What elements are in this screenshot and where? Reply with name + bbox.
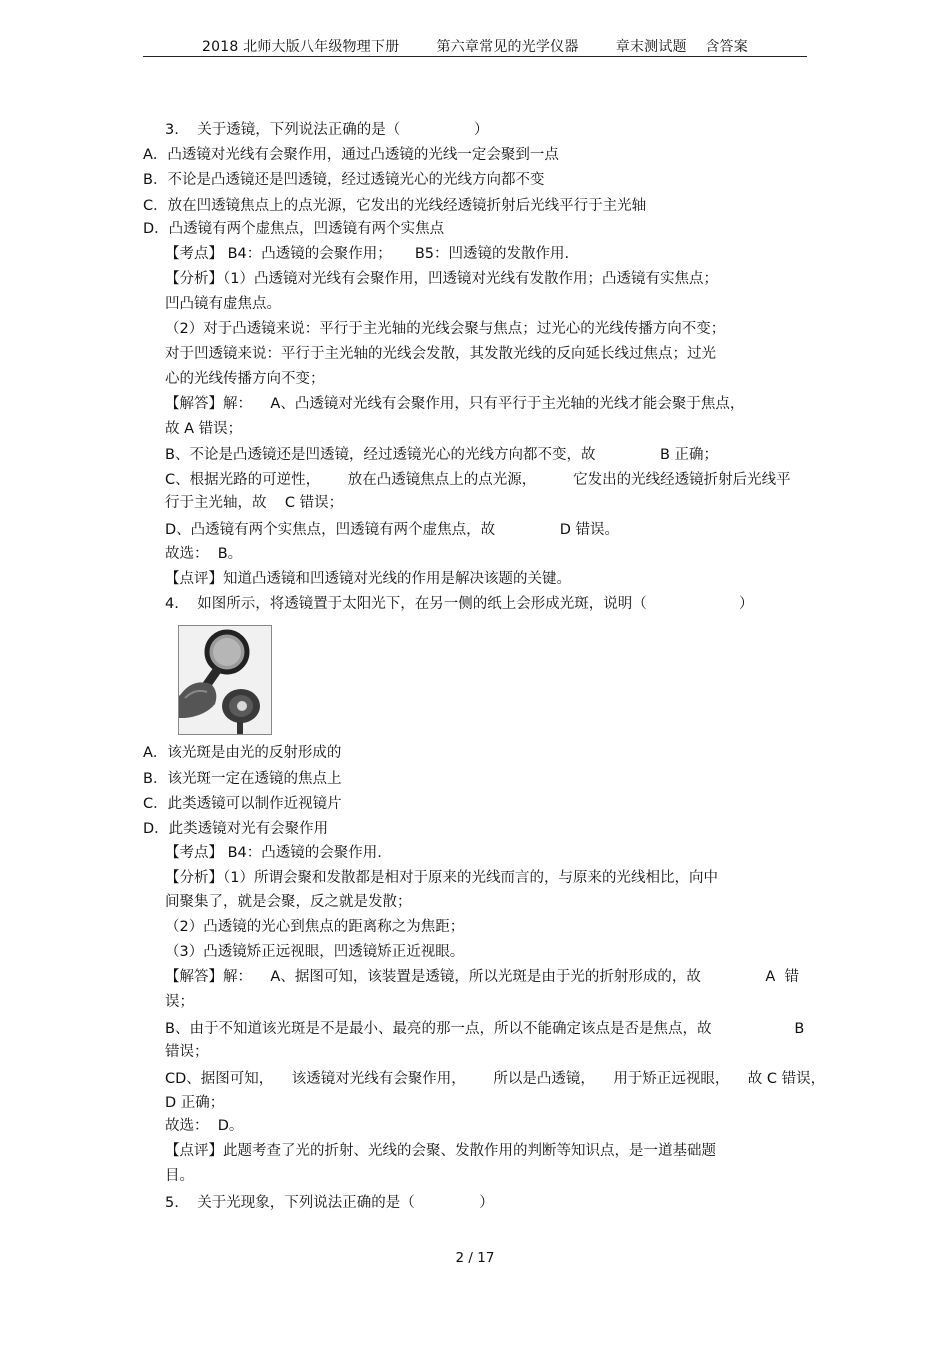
magnifier-sunlight-figure	[178, 625, 272, 735]
header-rule	[143, 56, 807, 57]
q4-option-d: D．此类透镜对光有会聚作用	[143, 821, 329, 837]
q4-jieda-line: D 正确；	[165, 1095, 225, 1111]
q4-fenxi-line: 间聚集了，就是会聚，反之就是发散；	[165, 894, 412, 910]
q3-option-c: C．放在凹透镜焦点上的点光源，它发出的光线经透镜折射后光线平行于主光轴	[143, 198, 647, 214]
q3-option-d: D．凸透镜有两个虚焦点，凹透镜有两个实焦点	[143, 221, 445, 237]
q3-jieda-line: B、不论是凸透镜还是凹透镜，经过透镜光心的光线方向都不变，故 B 正确；	[165, 447, 719, 463]
q3-dianping: 【点评】知道凸透镜和凹透镜对光线的作用是解决该题的关键。	[165, 571, 571, 587]
page-number: 2 / 17	[455, 1250, 495, 1266]
q5-stem: 5. 关于光现象，下列说法正确的是（ ）	[165, 1195, 494, 1211]
q4-jieda-line: B、由于不知道该光斑是不是最小、最亮的那一点，所以不能确定该点是否是焦点，故 B	[165, 1021, 805, 1037]
q4-fenxi-line: 【分析】（1）所谓会聚和发散都是相对于原来的光线而言的，与原来的光线相比，向中	[165, 870, 718, 886]
q4-dianping: 【点评】此题考查了光的折射、光线的会聚、发散作用的判断等知识点，是一道基础题	[165, 1143, 716, 1159]
page-header: 2018 北师大版八年级物理下册 第六章常见的光学仪器 章末测试题 含答案	[202, 39, 748, 55]
q3-fenxi-line: 【分析】（1）凸透镜对光线有会聚作用，凹透镜对光线有发散作用；凸透镜有实焦点；	[165, 271, 718, 287]
q3-jieda-line: 行于主光轴，故 C 错误；	[165, 495, 344, 511]
q4-jieda-line: 【解答】解： A、据图可知，该装置是透镜，所以光斑是由于光的折射形成的，故 A 错	[165, 969, 800, 985]
q3-jieda-line: C、根据光路的可逆性， 放在凸透镜焦点上的点光源， 它发出的光线经透镜折射后光线平	[165, 472, 791, 488]
q3-jieda-line: 故选： B。	[165, 546, 243, 562]
q4-jieda-line: CD、据图可知， 该透镜对光线有会聚作用， 所以是凸透镜， 用于矫正远视眼， 故 C 错误，	[165, 1071, 826, 1087]
q3-fenxi-line: 凹凸镜有虚焦点。	[165, 296, 281, 312]
q4-kaodian: 【考点】 B4：凸透镜的会聚作用.	[165, 845, 382, 861]
q4-dianping-cont: 目。	[165, 1168, 194, 1184]
q3-fenxi-line: （2）对于凸透镜来说：平行于主光轴的光线会聚与焦点；过光心的光线传播方向不变；	[165, 321, 726, 337]
q4-fenxi-line: （2）凸透镜的光心到焦点的距离称之为焦距；	[165, 919, 465, 935]
q3-kaodian: 【考点】 B4：凸透镜的会聚作用； B5：凹透镜的发散作用.	[165, 246, 570, 262]
q3-fenxi-line: 心的光线传播方向不变；	[165, 371, 325, 387]
q4-option-c: C．此类透镜可以制作近视镜片	[143, 796, 342, 812]
q4-stem: 4. 如图所示，将透镜置于太阳光下，在另一侧的纸上会形成光斑，说明（ ）	[165, 596, 754, 612]
q3-fenxi-line: 对于凹透镜来说：平行于主光轴的光线会发散，其发散光线的反向延长线过焦点；过光	[165, 346, 716, 362]
q4-jieda-line: 故选： D。	[165, 1118, 244, 1134]
q3-stem: 3. 关于透镜，下列说法正确的是（ ）	[165, 122, 489, 138]
q3-jieda-line: 【解答】解： A、凸透镜对光线有会聚作用，只有平行于主光轴的光线才能会聚于焦点，	[165, 396, 745, 412]
q3-jieda-line: D、凸透镜有两个实焦点，凹透镜有两个虚焦点，故 D 错误。	[165, 522, 619, 538]
q4-option-a: A．该光斑是由光的反射形成的	[143, 745, 342, 761]
q4-option-b: B．该光斑一定在透镜的焦点上	[143, 771, 342, 787]
q3-option-b: B．不论是凸透镜还是凹透镜，经过透镜光心的光线方向都不变	[143, 172, 545, 188]
q4-jieda-line: 误；	[165, 994, 194, 1010]
q4-jieda-line: 错误；	[165, 1044, 209, 1060]
magnifier-image	[179, 626, 271, 734]
q3-jieda-line: 故 A 错误；	[165, 421, 243, 437]
q3-option-a: A．凸透镜对光线有会聚作用，通过凸透镜的光线一定会聚到一点	[143, 147, 559, 163]
q4-fenxi-line: （3）凸透镜矫正远视眼，凹透镜矫正近视眼。	[165, 944, 465, 960]
